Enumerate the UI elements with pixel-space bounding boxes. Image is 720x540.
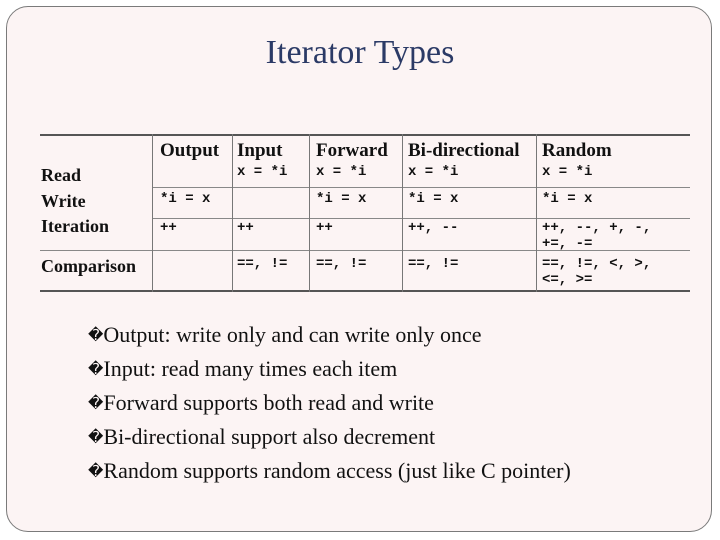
bullet-marker-icon: � [88, 462, 104, 480]
bullet-item: �Forward supports both read and write [88, 386, 571, 420]
col-divider-1 [152, 134, 153, 292]
header-forward: Forward [316, 140, 388, 161]
cell-read-forward: x = *i [316, 164, 367, 180]
header-output: Output [160, 140, 220, 161]
col-divider-5 [536, 134, 537, 292]
cell-read-bidirectional: x = *i [408, 164, 459, 180]
row-label-write: Write [41, 191, 86, 211]
row-label-comparison: Comparison [41, 256, 137, 276]
bullet-item: �Random supports random access (just like C pointer) [88, 454, 571, 488]
table-top-rule [40, 134, 690, 136]
row-label-read: Read [41, 165, 81, 185]
bullet-marker-icon: � [88, 428, 104, 446]
cell-iteration-output: ++ [160, 220, 177, 236]
cell-iteration-random-line1: ++, --, +, -, [542, 220, 652, 236]
cell-comparison-input: ==, != [237, 256, 288, 272]
cell-iteration-forward: ++ [316, 220, 333, 236]
row-divider-comparison [40, 250, 690, 251]
iterator-table [40, 134, 690, 292]
header-bidirectional: Bi-directional [408, 140, 520, 161]
header-input: Input [237, 140, 283, 161]
cell-read-input: x = *i [237, 164, 288, 180]
bullet-marker-icon: � [88, 394, 104, 412]
cell-write-random: *i = x [542, 191, 593, 207]
col-divider-4 [402, 134, 403, 292]
col-divider-2 [232, 134, 233, 292]
row-label-iteration: Iteration [41, 216, 109, 236]
bullet-item: �Input: read many times each item [88, 352, 571, 386]
cell-comparison-random-line2: <=, >= [542, 272, 593, 288]
table-bottom-rule [40, 290, 690, 292]
bullet-marker-icon: � [88, 360, 104, 378]
col-divider-3 [309, 134, 310, 292]
bullet-item: �Bi-directional support also decrement [88, 420, 571, 454]
cell-read-random: x = *i [542, 164, 593, 180]
cell-write-forward: *i = x [316, 191, 367, 207]
bullet-list [88, 318, 571, 488]
cell-iteration-random-line2: +=, -= [542, 236, 593, 252]
cell-iteration-bidirectional: ++, -- [408, 220, 459, 236]
slide-title: Iterator Types [265, 34, 455, 71]
cell-iteration-input: ++ [237, 220, 254, 236]
cell-write-output: *i = x [160, 191, 211, 207]
bullet-marker-icon: � [88, 326, 104, 344]
cell-comparison-random-line1: ==, !=, <, >, [542, 256, 652, 272]
cell-comparison-forward: ==, != [316, 256, 367, 272]
bullet-item: �Output: write only and can write only once [88, 318, 571, 352]
cell-comparison-bidirectional: ==, != [408, 256, 459, 272]
header-random: Random [542, 140, 612, 161]
cell-write-bidirectional: *i = x [408, 191, 459, 207]
